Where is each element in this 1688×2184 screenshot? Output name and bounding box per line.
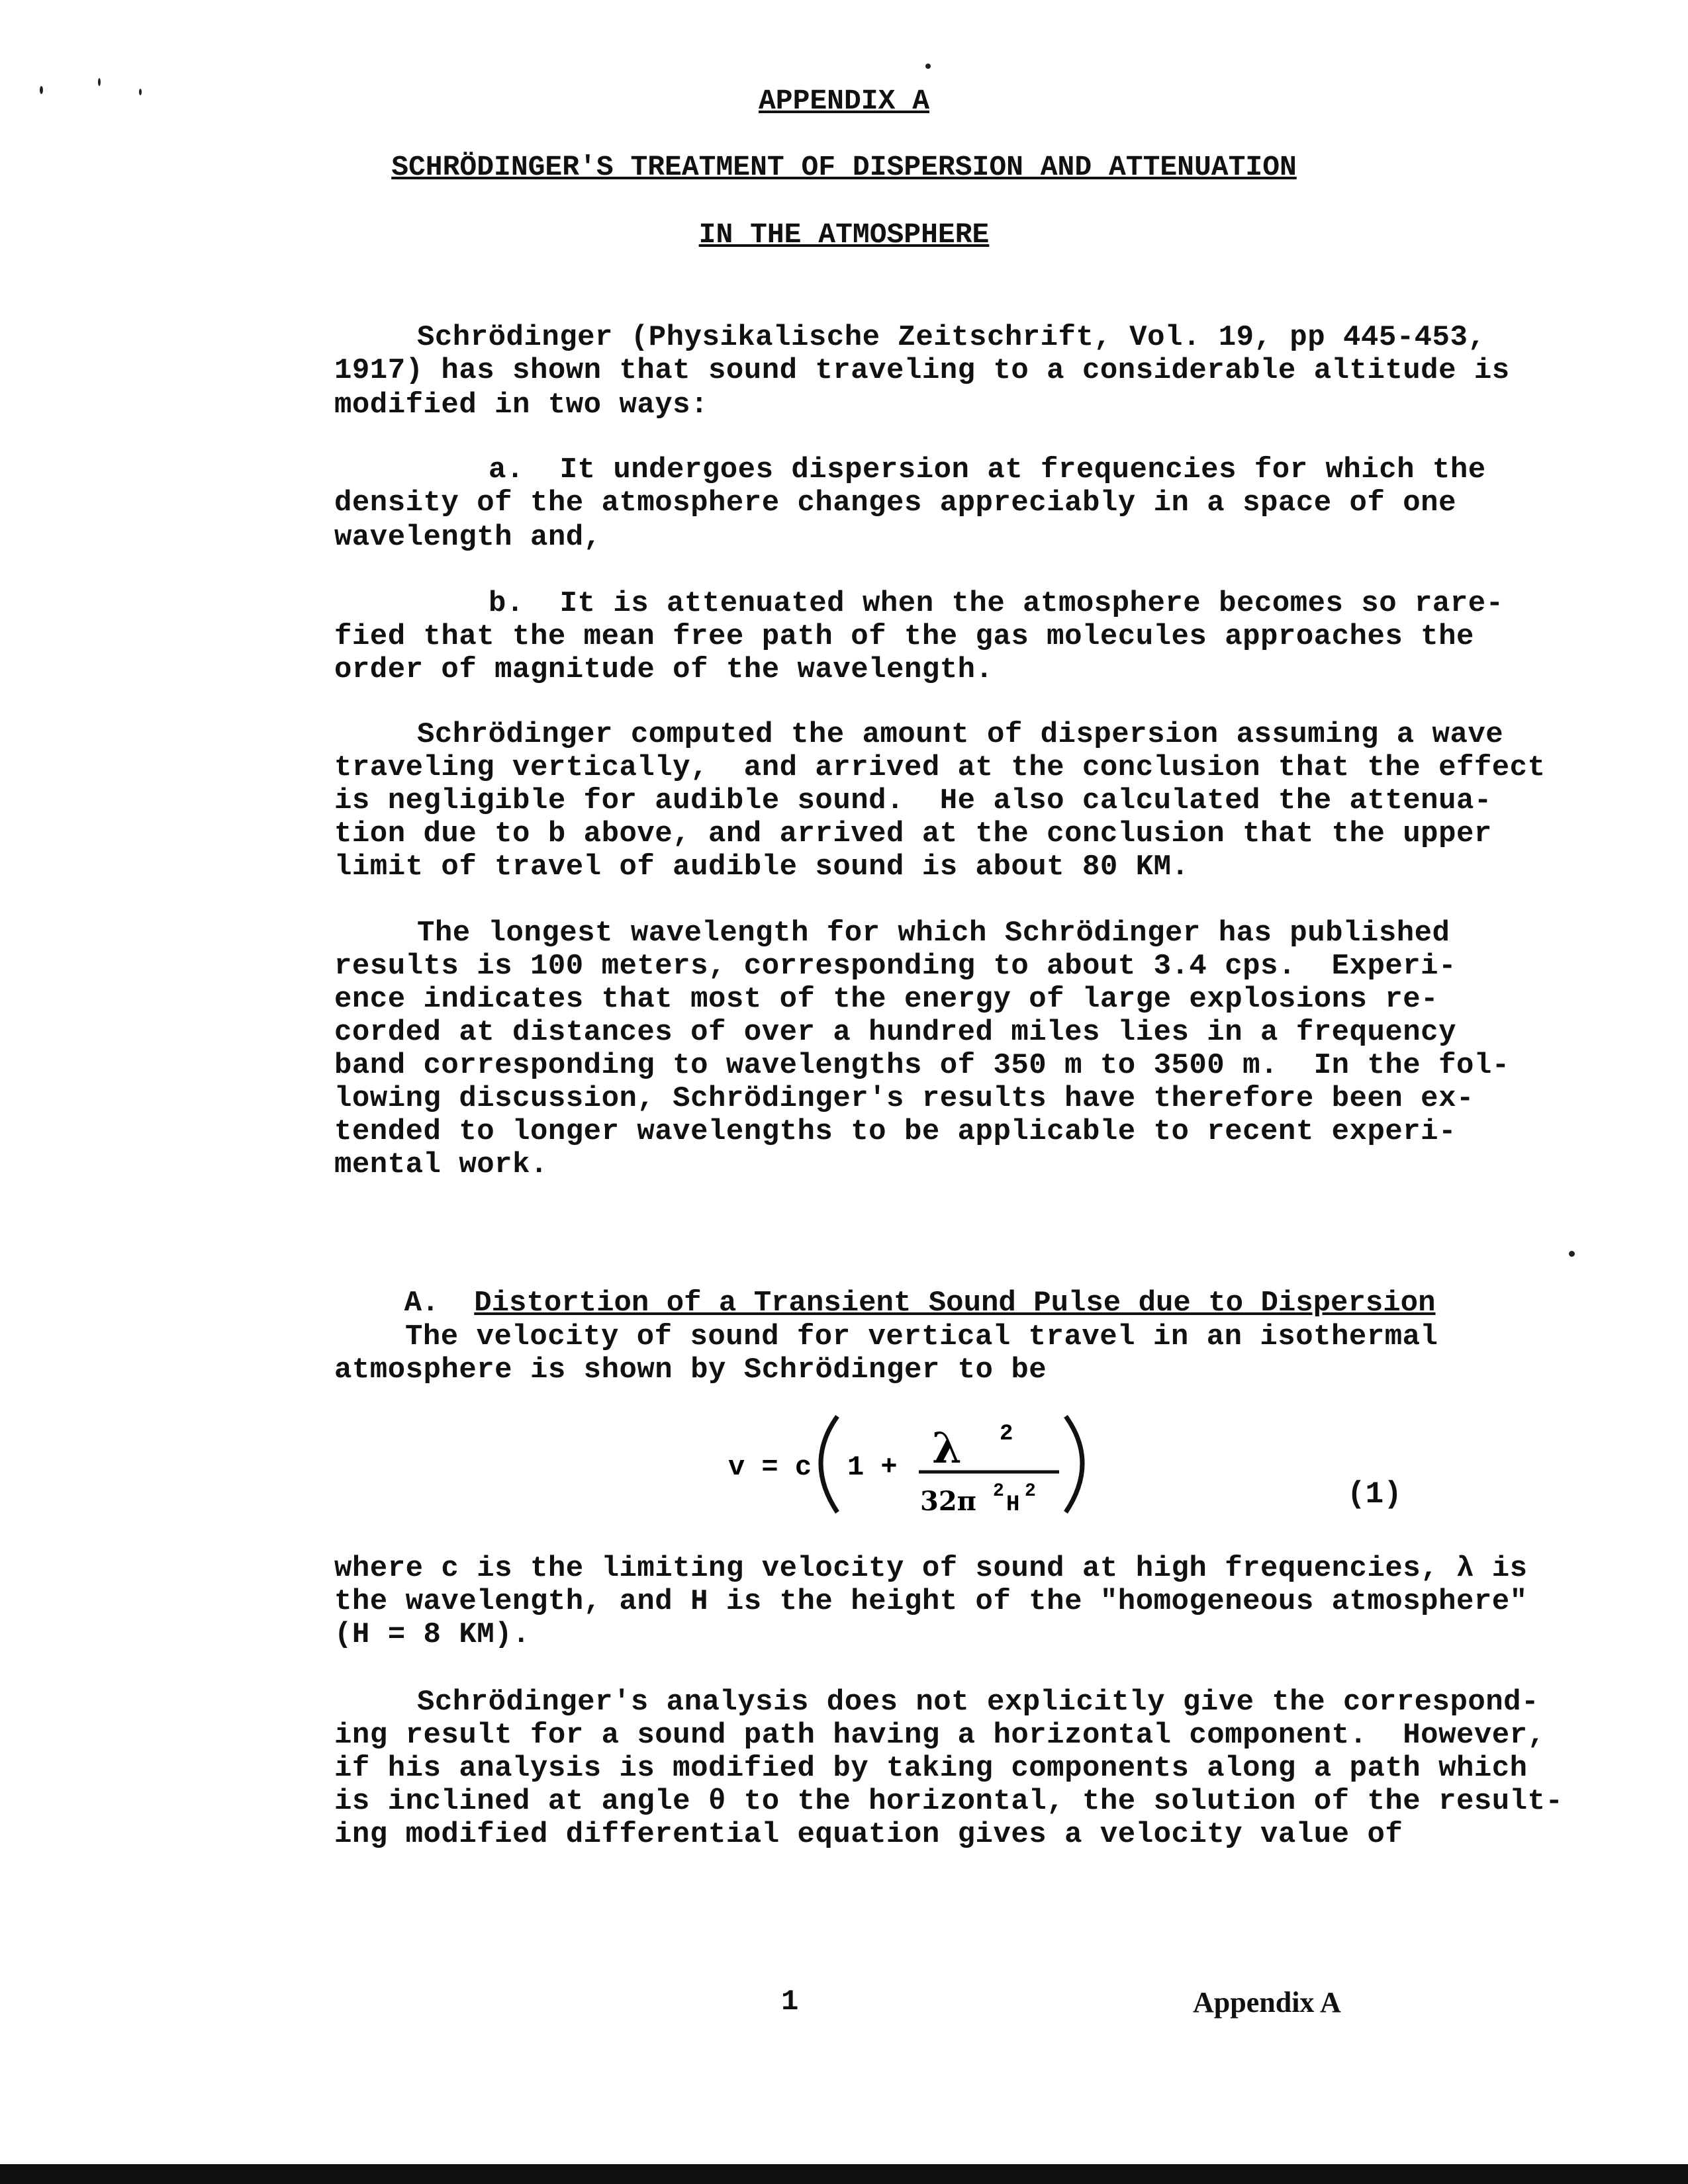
item-b-line-1: b. It is attenuated when the atmosphere becomes so rare- [489,587,1504,620]
scan-speck [925,64,931,69]
eq-one-plus: 1 + [847,1451,898,1483]
sec-p2-line-2: the wavelength, and H is the height of the "homogeneous atmosphere" [334,1585,1528,1618]
scan-speck [40,86,43,94]
item-a-line-3: wavelength and, [334,521,602,554]
p3-line-4: corded at distances of over a hundred miles lies in a frequency [334,1016,1456,1049]
p3-line-5: band corresponding to wavelengths of 350 m to 3500 m. In the fol- [334,1049,1510,1082]
p2-line-4: tion due to b above, and arrived at the conclusion that the upper [334,817,1492,850]
equation-1 [722,1396,1119,1529]
scan-bottom-edge [0,2164,1688,2184]
p2-line-2: traveling vertically, and arrived at the conclusion that the effect [334,751,1546,784]
footer-label: Appendix A [1193,1986,1341,2019]
sec-p3-line-3: if his analysis is modified by taking components along a path which [334,1752,1528,1785]
p2-line-3: is negligible for audible sound. He also calculated the attenua- [334,784,1492,817]
title-line-2: IN THE ATMOSPHERE [698,218,990,251]
eq-num-exp: 2 [1000,1422,1013,1447]
item-b-line-2: fied that the mean free path of the gas molecules approaches the [334,620,1474,653]
eq-denominator: 32π [920,1486,976,1517]
p3-line-6: lowing discussion, Schrödinger's results have therefore been ex- [334,1082,1474,1115]
eq-den-H: H [1006,1492,1020,1518]
p1-line-2: 1917) has shown that sound traveling to a considerable altitude is [334,354,1510,387]
p2-line-1: Schrödinger computed the amount of dispersion assuming a wave [417,718,1504,751]
title-line-1: SCHRÖDINGER'S TREATMENT OF DISPERSION AND ATTENUATION [391,151,1297,183]
appendix-heading: APPENDIX A [758,85,930,117]
sec-p3-line-2: ing result for a sound path having a horizontal component. However, [334,1719,1546,1752]
section-a-title: Distortion of a Transient Sound Pulse due to Dispersion [474,1287,1436,1320]
p3-line-7: tended to longer wavelengths to be applicable to recent experi- [334,1115,1456,1148]
scan-speck [139,89,142,95]
eq-den-exp1: 2 [993,1481,1004,1502]
sec-p2-line-1: where c is the limiting velocity of sound at high frequencies, λ is [334,1552,1528,1585]
eq-lhs: v = c [728,1451,812,1483]
sec-p3-line-5: ing modified differential equation gives a velocity value of [334,1818,1403,1851]
scan-speck [98,78,101,86]
p3-line-8: mental work. [334,1148,548,1181]
sec-p3-line-4: is inclined at angle θ to the horizontal, the solution of the result- [334,1785,1564,1818]
sec-p1-line-1: The velocity of sound for vertical travel in an isothermal [405,1320,1438,1353]
p1-line-1: Schrödinger (Physikalische Zeitschrift, Vol. 19, pp 445-453, [417,321,1486,354]
eq-den-exp2: 2 [1025,1481,1036,1502]
item-a-line-1: a. It undergoes dispersion at frequencies for which the [489,453,1486,486]
sec-p1-line-2: atmosphere is shown by Schrödinger to be [334,1353,1047,1387]
p2-line-5: limit of travel of audible sound is about 80 KM. [334,850,1190,884]
p3-line-1: The longest wavelength for which Schrödinger has published [417,917,1450,950]
scan-speck [1569,1251,1575,1257]
sec-p3-line-1: Schrödinger's analysis does not explicitly give the correspond- [417,1686,1539,1719]
p3-line-2: results is 100 meters, corresponding to about 3.4 cps. Experi- [334,950,1456,983]
eq-left-paren [821,1416,837,1512]
sec-p2-line-3: (H = 8 KM). [334,1618,530,1651]
item-b-line-3: order of magnitude of the wavelength. [334,653,994,686]
section-a-label: A. [404,1287,440,1320]
equation-number: (1) [1347,1477,1402,1512]
eq-numerator-lambda: λ [932,1424,962,1473]
page-number: 1 [781,1985,799,2019]
eq-right-paren [1066,1416,1082,1512]
p3-line-3: ence indicates that most of the energy of large explosions re- [334,983,1439,1016]
item-a-line-2: density of the atmosphere changes appreciably in a space of one [334,486,1456,520]
p1-line-3: modified in two ways: [334,388,708,422]
